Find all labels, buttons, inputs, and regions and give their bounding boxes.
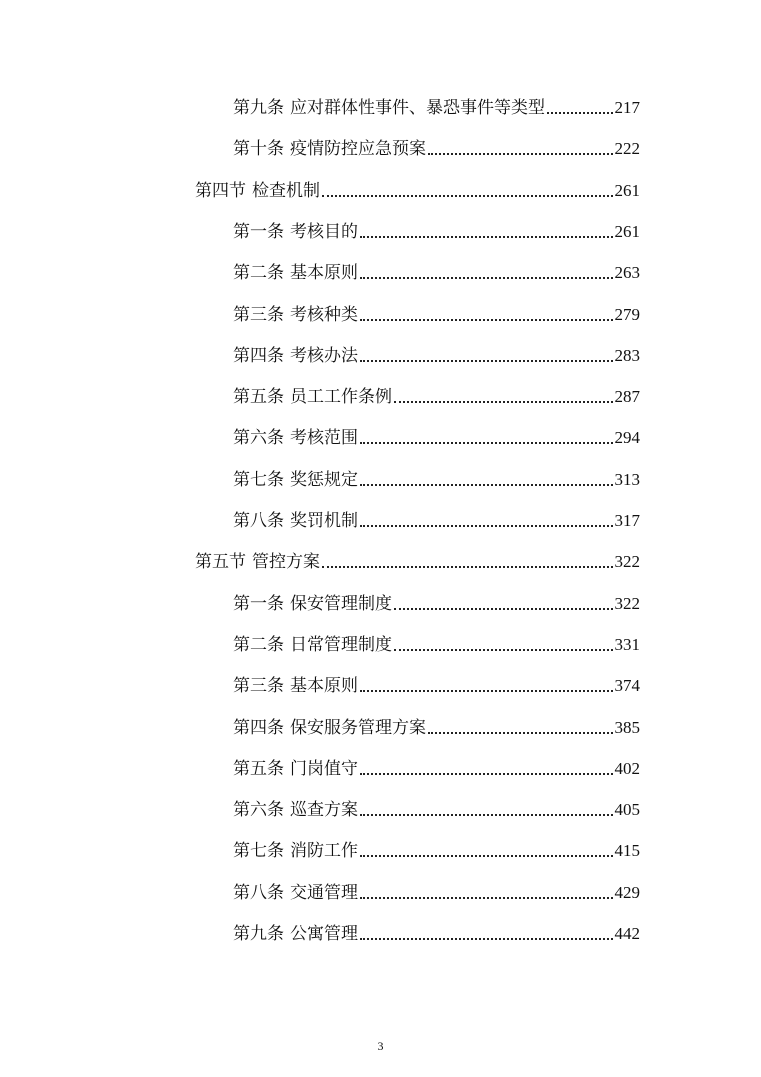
dot-leader	[360, 814, 613, 816]
toc-entry-label	[233, 797, 358, 823]
toc-entry-label	[233, 384, 392, 410]
toc-entry-page: 294	[614, 428, 640, 448]
toc-article-entry	[233, 302, 640, 328]
toc-entry-label	[233, 921, 358, 947]
toc-entry-label	[233, 756, 358, 782]
page-number: 3	[377, 1039, 384, 1053]
toc-entry-number: 第七条	[233, 841, 284, 862]
toc-entry-number: 第九条	[233, 924, 284, 944]
toc-entry-number: 第六条	[233, 800, 284, 821]
toc-entry-label	[195, 549, 320, 575]
toc-entry-page: 385	[614, 717, 640, 737]
toc-entry-page: 415	[614, 841, 640, 861]
dot-leader	[360, 938, 613, 940]
toc-entry-title: 疫情防控应急预案	[290, 139, 426, 160]
toc-entry-page: 322	[614, 593, 640, 613]
toc-entry-page: 222	[614, 139, 640, 159]
dot-leader	[360, 690, 613, 692]
toc-entry-page: 374	[614, 676, 640, 696]
toc-article-entry	[233, 343, 640, 369]
toc-article-entry	[233, 715, 640, 741]
toc-entry-label	[233, 508, 358, 534]
toc-article-entry	[233, 384, 640, 410]
toc-entry-number: 第四条	[233, 717, 284, 738]
toc-entry-page: 261	[614, 180, 640, 200]
dot-leader	[360, 484, 613, 486]
dot-leader	[360, 360, 613, 362]
toc-article-entry	[233, 797, 640, 823]
toc-entry-page: 283	[614, 345, 640, 365]
toc-entry-number: 第三条	[233, 304, 284, 325]
dot-leader	[360, 855, 613, 857]
toc-entry-number: 第七条	[233, 469, 284, 490]
toc-entry-page: 279	[614, 304, 640, 324]
toc-article-entry	[233, 632, 640, 658]
toc-article-entry	[233, 673, 640, 699]
toc-article-entry	[233, 880, 640, 906]
toc-entry-number: 第八条	[233, 882, 284, 903]
dot-leader	[360, 319, 613, 321]
toc-entry-number: 第四条	[233, 345, 284, 366]
dot-leader	[360, 277, 613, 279]
dot-leader	[428, 153, 613, 155]
toc-entry-page: 217	[614, 98, 640, 117]
toc-section-entry	[195, 178, 640, 204]
dot-leader	[360, 236, 613, 238]
toc-entry-label	[233, 591, 392, 617]
toc-entry-title: 门岗值守	[290, 758, 358, 779]
toc-entry-title: 保安服务管理方案	[290, 717, 426, 738]
toc-entry-number: 第五条	[233, 758, 284, 779]
toc-entry-title: 奖惩规定	[290, 469, 358, 490]
toc-entry-label	[233, 260, 358, 286]
toc-entry-number: 第一条	[233, 593, 284, 614]
toc-entry-title: 保安管理制度	[290, 593, 392, 614]
toc-entry-number: 第八条	[233, 511, 284, 531]
toc-entry-label	[233, 343, 358, 369]
toc-entry-label	[233, 838, 358, 864]
dot-leader	[322, 566, 613, 568]
toc-entry-title: 考核范围	[290, 428, 358, 449]
toc-article-entry	[233, 136, 640, 162]
toc-entry-title: 基本原则	[290, 263, 358, 284]
toc-entry-title: 基本原则	[290, 676, 358, 697]
dot-leader	[547, 112, 613, 114]
toc-entry-title: 巡查方案	[290, 800, 358, 821]
toc-entry-label	[233, 880, 358, 906]
toc-entry-title: 管控方案	[252, 552, 320, 573]
toc-article-entry	[233, 756, 640, 782]
toc-entry-title: 交通管理	[290, 882, 358, 903]
dot-leader	[428, 732, 613, 734]
toc-entry-page: 402	[614, 758, 640, 778]
toc-entry-label	[233, 219, 358, 245]
dot-leader	[394, 608, 613, 610]
toc-entry-number: 第三条	[233, 676, 284, 697]
toc-entry-title: 奖罚机制	[290, 511, 358, 531]
dot-leader	[394, 401, 613, 403]
toc-entry-page: 313	[614, 469, 640, 489]
toc-entry-title: 员工工作条例	[290, 387, 392, 408]
dot-leader	[322, 195, 613, 197]
toc-entry-page: 263	[614, 263, 640, 283]
toc-entry-title: 考核办法	[290, 345, 358, 366]
toc-entry-label	[233, 425, 358, 451]
toc-entry-label	[233, 673, 358, 699]
toc-entry-label	[233, 715, 426, 741]
dot-leader	[360, 442, 613, 444]
dot-leader	[360, 525, 613, 527]
toc-entry-title: 考核目的	[290, 221, 358, 242]
toc-entry-number: 第二条	[233, 263, 284, 284]
toc-entry-number: 第六条	[233, 428, 284, 449]
toc-entry-page: 442	[614, 924, 640, 943]
toc-article-entry	[233, 219, 640, 245]
toc-entry-page: 322	[614, 552, 640, 572]
toc-entry-number: 第五节	[195, 552, 246, 573]
toc-entry-title: 消防工作	[290, 841, 358, 862]
toc-article-entry	[233, 467, 640, 493]
toc-entry-title: 公寓管理	[290, 924, 358, 944]
toc-entry-number: 第四节	[195, 180, 246, 201]
toc-article-entry	[233, 508, 640, 534]
toc-entry-title: 应对群体性事件、暴恐事件等类型	[290, 98, 545, 118]
dot-leader	[360, 773, 613, 775]
toc-entry-page: 331	[614, 634, 640, 654]
toc-entry-label	[233, 136, 426, 162]
dot-leader	[360, 897, 613, 899]
toc-section-entry	[195, 549, 640, 575]
toc-entry-label	[233, 467, 358, 493]
toc-entry-number: 第一条	[233, 221, 284, 242]
toc-article-entry	[233, 921, 640, 947]
toc-entry-label	[233, 95, 545, 121]
toc-entry-label	[233, 302, 358, 328]
toc-entry-title: 日常管理制度	[290, 634, 392, 655]
toc-entry-title: 考核种类	[290, 304, 358, 325]
toc-article-entry	[233, 260, 640, 286]
toc-article-entry	[233, 95, 640, 121]
toc-entry-number: 第十条	[233, 139, 284, 160]
toc-article-entry	[233, 838, 640, 864]
toc-entry-number: 第九条	[233, 98, 284, 118]
toc-article-entry	[233, 591, 640, 617]
toc-article-entry	[233, 425, 640, 451]
toc-entry-page: 317	[614, 511, 640, 530]
toc-entry-page: 429	[614, 882, 640, 902]
toc-entry-page: 261	[614, 221, 640, 241]
toc-entry-number: 第二条	[233, 634, 284, 655]
toc-entry-label	[233, 632, 392, 658]
toc-entry-label	[195, 178, 320, 204]
toc-entry-title: 检查机制	[252, 180, 320, 201]
dot-leader	[394, 649, 613, 651]
toc-entry-page: 287	[614, 387, 640, 407]
toc-entry-page: 405	[614, 800, 640, 820]
toc-entry-number: 第五条	[233, 387, 284, 408]
